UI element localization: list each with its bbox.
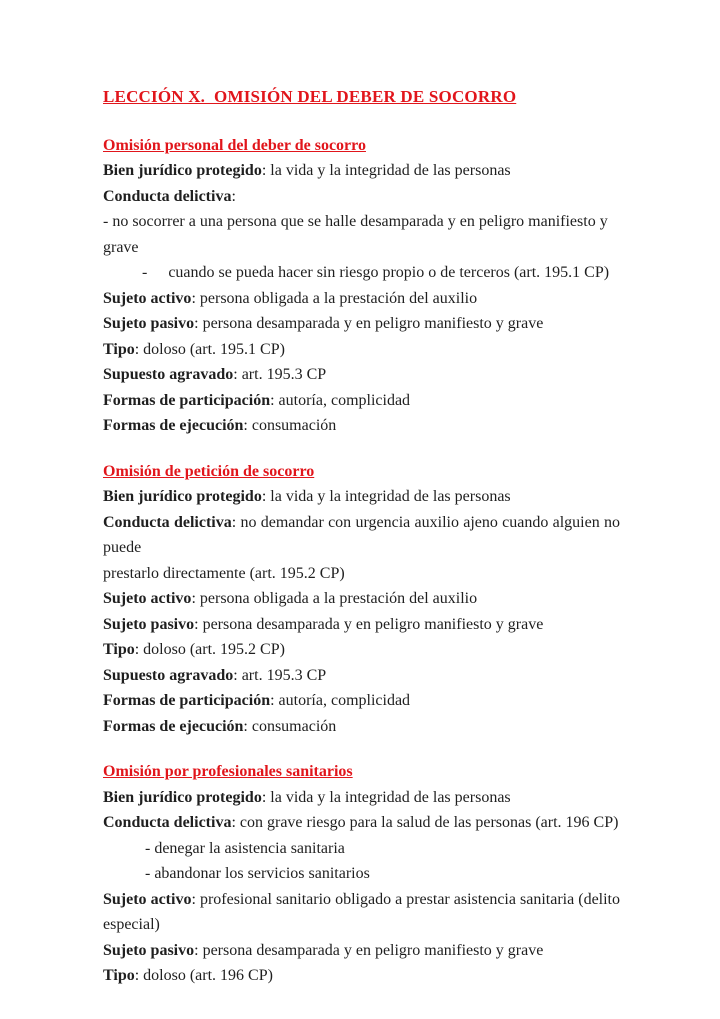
field-label: Conducta delictiva [103,513,232,531]
field-line [103,887,620,913]
field-value: : persona desamparada y en peligro manifiesto y grave [194,315,544,332]
field-line [103,963,620,989]
field-value: : consumación [243,417,337,434]
field-line [103,637,620,663]
field-value: : con grave riesgo para la salud de las personas (art. 196 CP) [231,814,619,831]
continuation-line: especial) [103,916,160,933]
field-line [103,938,620,964]
field-line [103,311,620,337]
field-value: : la vida y la integridad de las personas [261,162,511,179]
field-line [103,688,620,714]
document-page [103,84,620,989]
field-value: : persona obligada a la prestación del auxilio [191,289,478,307]
field-label: Sujeto pasivo [103,941,195,959]
field-value: : persona desamparada y en peligro manifiesto y grave [194,941,544,959]
field-label: Tipo [103,340,135,358]
document-title: LECCIÓN X. OMISIÓN DEL DEBER DE SOCORRO [103,87,517,106]
field-line [103,785,620,811]
field-value: : doloso (art. 195.1 CP) [134,340,285,358]
field-label: Formas de ejecución [103,417,244,434]
dash-marker: - [142,264,148,281]
section-heading: Omisión por profesionales sanitarios [103,763,353,780]
field-value: : profesional sanitario obligado a prestar asistencia sanitaria (delito [191,890,621,908]
section-omision-profesionales [103,759,620,989]
field-label: Supuesto agravado [103,366,234,383]
field-line [103,510,620,561]
field-label: Formas de ejecución [103,717,244,735]
field-value: : autoría, complicidad [270,692,411,709]
section-heading: Omisión de petición de socorro [103,462,315,480]
field-line [103,184,620,210]
field-value: : la vida y la integridad de las personas [261,488,511,505]
field-line [103,388,620,414]
field-line [103,714,620,740]
field-line [103,362,620,388]
section-heading: Omisión personal del deber de socorro [103,136,366,154]
field-label: Tipo [103,641,135,658]
field-line [103,810,620,836]
field-label: Bien jurídico protegido [103,162,262,179]
field-label: Sujeto pasivo [103,615,195,633]
field-value: : no demandar con urgencia auxilio ajeno cuando alguien no puede [103,513,621,556]
field-value: : [231,187,236,205]
field-line [103,286,620,312]
field-label: Formas de participación [103,391,271,409]
field-label: Supuesto agravado [103,666,234,684]
sub-bullet-text: cuando se pueda hacer sin riesgo propio o de terceros (art. 195.1 CP) [168,264,610,281]
field-label: Sujeto activo [103,289,192,307]
field-value: : la vida y la integridad de las personas [261,788,511,806]
field-line [103,484,620,510]
field-label: Tipo [103,967,135,984]
field-line [103,158,620,184]
field-label: Bien jurídico protegido [103,488,262,505]
field-label: Sujeto activo [103,590,192,607]
bullet-line: - abandonar los servicios sanitarios [145,865,370,882]
bullet-line: - no socorrer a una persona que se halle desamparada y en peligro manifiesto y grave [103,213,608,256]
field-value: : doloso (art. 195.2 CP) [134,641,285,658]
section-omision-personal [103,133,620,439]
field-value: : consumación [243,717,337,735]
section-omision-peticion [103,459,620,740]
field-line [103,337,620,363]
field-value: : art. 195.3 CP [233,366,327,383]
field-label: Conducta delictiva [103,187,232,205]
field-value: : persona obligada a la prestación del auxilio [191,590,478,607]
field-line [103,586,620,612]
field-line [103,612,620,638]
field-line [103,413,620,439]
field-line [103,663,620,689]
field-value: : autoría, complicidad [270,391,411,409]
field-label: Sujeto pasivo [103,315,195,332]
field-value: : persona desamparada y en peligro manifiesto y grave [194,615,544,633]
continuation-line: prestarlo directamente (art. 195.2 CP) [103,564,345,582]
field-value: : art. 195.3 CP [233,666,327,684]
field-label: Conducta delictiva [103,814,232,831]
field-label: Sujeto activo [103,890,192,908]
field-label: Bien jurídico protegido [103,788,262,806]
field-value: : doloso (art. 196 CP) [134,967,273,984]
bullet-line: - denegar la asistencia sanitaria [145,839,345,857]
field-label: Formas de participación [103,692,271,709]
sub-bullet-line [103,260,620,286]
